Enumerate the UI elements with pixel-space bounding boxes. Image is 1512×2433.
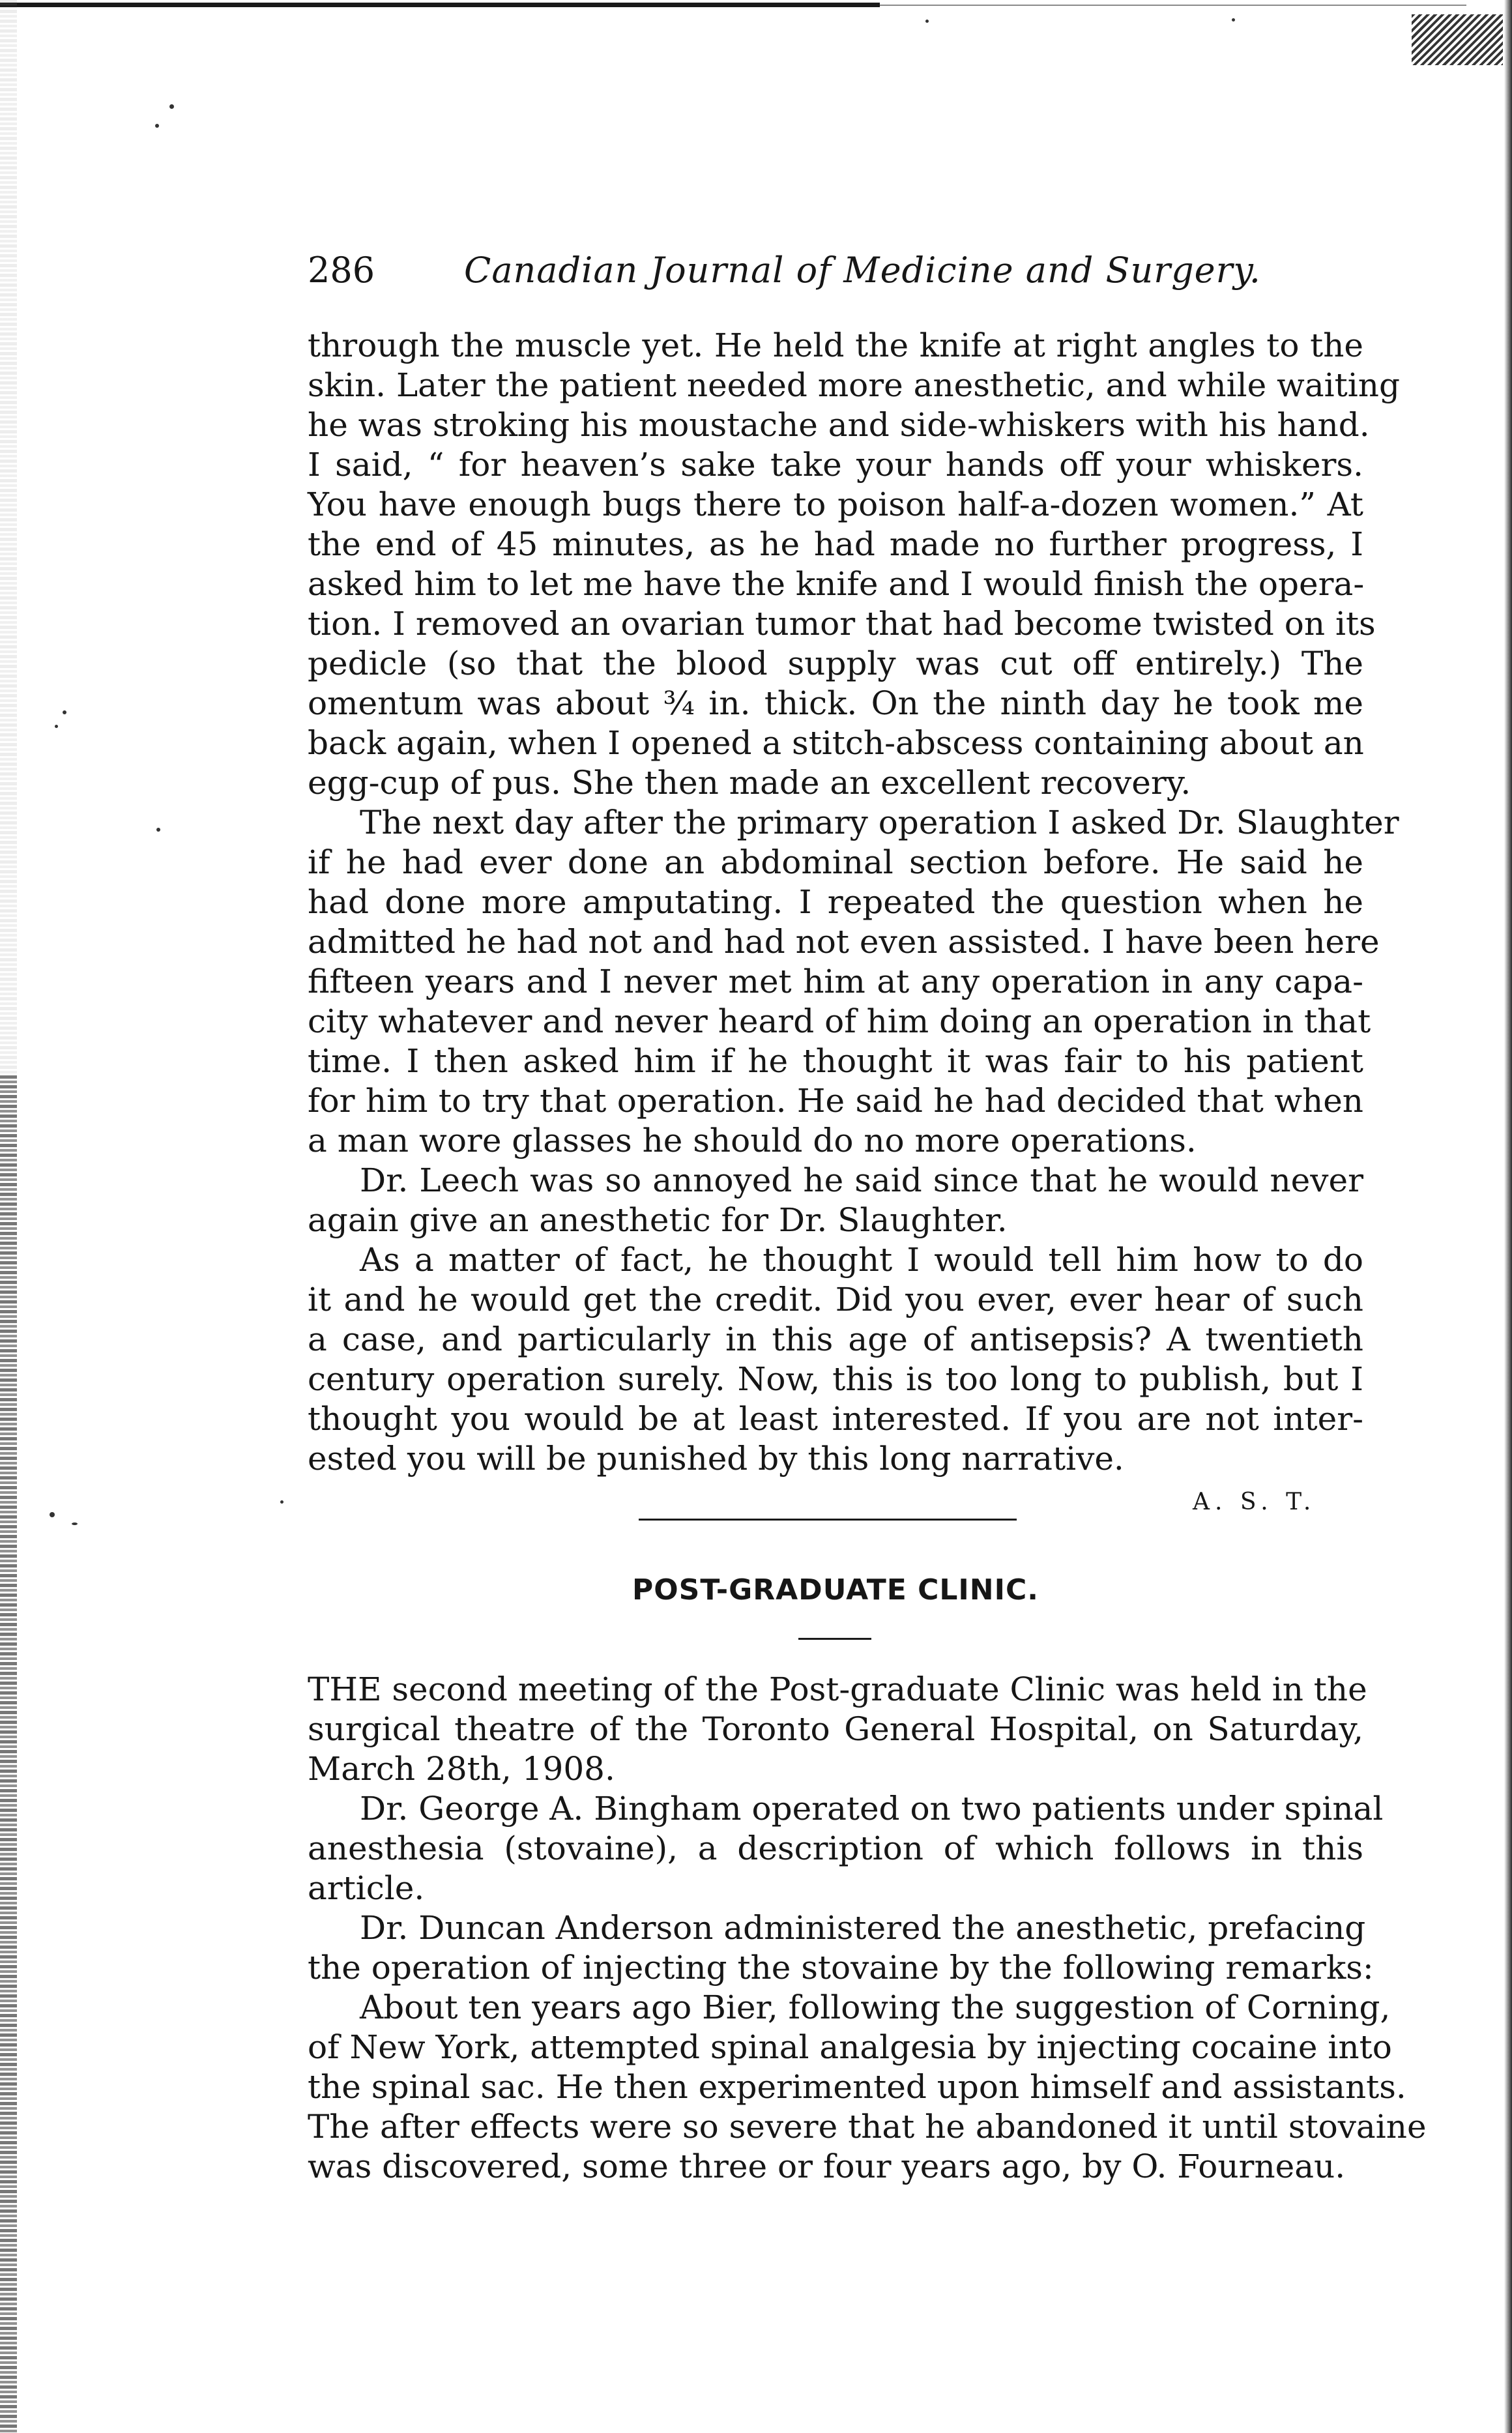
scan-edge-left-lower — [0, 1075, 17, 2433]
section-title: POST-GRADUATE CLINIC. — [632, 1573, 1040, 1607]
text-line: egg-cup of pus. She then made an excellent recovery. — [308, 764, 1191, 802]
section-divider — [639, 1519, 1017, 1521]
page-header — [308, 248, 1376, 306]
text-line: The after effects were so severe that he abandoned it until stovaine — [308, 2108, 1427, 2146]
text-line: it and he would get the credit. Did you ever, ever hear of such — [308, 1281, 1363, 1318]
text-line: pedicle (so that the blood supply was cut off entirely.) The — [308, 645, 1363, 682]
scan-speck — [1232, 18, 1235, 22]
text-line: The next day after the primary operation I asked Dr. Slaughter — [360, 804, 1399, 841]
text-line: omentum was about ¾ in. thick. On the ninth day he took me — [308, 684, 1363, 722]
text-line: tion. I removed an ovarian tumor that had become twisted on its — [308, 605, 1376, 643]
scan-corner-mark — [1412, 14, 1503, 65]
text-line: THE second meeting of the Post-graduate Clinic was held in the — [308, 1670, 1367, 1708]
text-line: skin. Later the patient needed more anesthetic, and while waiting — [308, 366, 1400, 404]
text-line: the spinal sac. He then experimented upon himself and assistants. — [308, 2068, 1406, 2106]
scan-speck — [63, 710, 66, 714]
text-line: About ten years ago Bier, following the suggestion of Corning, — [360, 1989, 1391, 2026]
text-line: March 28th, 1908. — [308, 1750, 615, 1788]
scan-speck — [55, 725, 58, 728]
text-line: admitted he had not and had not even assisted. I have been here — [308, 923, 1380, 961]
text-line: had done more amputating. I repeated the question when he — [308, 883, 1363, 921]
signature-initials: A. S. T. — [1193, 1489, 1316, 1515]
text-line: he was stroking his moustache and side-whiskers with his hand. — [308, 406, 1370, 444]
scan-speck — [156, 828, 160, 832]
text-line: Dr. George A. Bingham operated on two patients under spinal — [360, 1790, 1384, 1828]
text-line: surgical theatre of the Toronto General Hospital, on Saturday, — [308, 1710, 1363, 1748]
text-line: time. I then asked him if he thought it was fair to his patient — [308, 1042, 1363, 1080]
text-line: a man wore glasses he should do no more operations. — [308, 1122, 1197, 1159]
text-line: century operation surely. Now, this is too long to publish, but I — [308, 1360, 1363, 1398]
scan-edge-right — [1504, 0, 1512, 2433]
text-line: I said, “ for heaven’s sake take your hands off your whiskers. — [308, 446, 1363, 484]
text-line: of New York, attempted spinal analgesia by injecting cocaine into — [308, 2028, 1392, 2066]
text-line: for him to try that operation. He said he had decided that when — [308, 1082, 1363, 1120]
scan-speck — [50, 1512, 55, 1517]
text-line: thought you would be at least interested. If you are not inter- — [308, 1400, 1363, 1438]
title-underline — [798, 1638, 871, 1640]
text-line: Dr. Leech was so annoyed he said since that he would never — [360, 1161, 1363, 1199]
text-line: asked him to let me have the knife and I would finish the opera- — [308, 565, 1365, 603]
text-line: fifteen years and I never met him at any operation in any capa- — [308, 963, 1363, 1000]
text-line: anesthesia (stovaine), a description of which follows in this — [308, 1829, 1363, 1867]
text-line: the operation of injecting the stovaine by the following remarks: — [308, 1949, 1374, 1987]
section-body — [308, 1670, 1427, 2187]
scan-border-top-thin — [880, 5, 1466, 6]
text-line: the end of 45 minutes, as he had made no further progress, I — [308, 525, 1363, 563]
text-line: if he had ever done an abdominal section before. He said he — [308, 843, 1363, 881]
scan-edge-left-upper — [0, 0, 17, 1075]
journal-title: Canadian Journal of Medicine and Surgery. — [464, 250, 1261, 291]
text-line: city whatever and never heard of him doing an operation in that — [308, 1002, 1371, 1040]
scan-speck — [280, 1500, 284, 1504]
text-line: Dr. Duncan Anderson administered the anesthetic, prefacing — [360, 1909, 1366, 1947]
scan-speck — [169, 104, 174, 109]
scan-speck — [72, 1522, 78, 1525]
scan-speck — [155, 124, 159, 128]
page-number: 286 — [308, 250, 375, 291]
scan-speck — [925, 20, 929, 23]
text-line: was discovered, some three or four years ago, by O. Fourneau. — [308, 2148, 1346, 2185]
scan-border-top — [0, 3, 880, 7]
text-line: As a matter of fact, he thought I would tell him how to do — [360, 1241, 1363, 1279]
text-line: a case, and particularly in this age of antisepsis? A twentieth — [308, 1320, 1363, 1358]
text-line: through the muscle yet. He held the knife at right angles to the — [308, 327, 1363, 364]
letter-body — [308, 326, 1400, 1479]
text-line: back again, when I opened a stitch-abscess containing about an — [308, 724, 1364, 762]
text-line: ested you will be punished by this long narrative. — [308, 1440, 1124, 1478]
text-line: article. — [308, 1869, 425, 1907]
text-line: You have enough bugs there to poison half-a-dozen women.” At — [308, 486, 1363, 523]
text-line: again give an anesthetic for Dr. Slaughter. — [308, 1201, 1008, 1239]
